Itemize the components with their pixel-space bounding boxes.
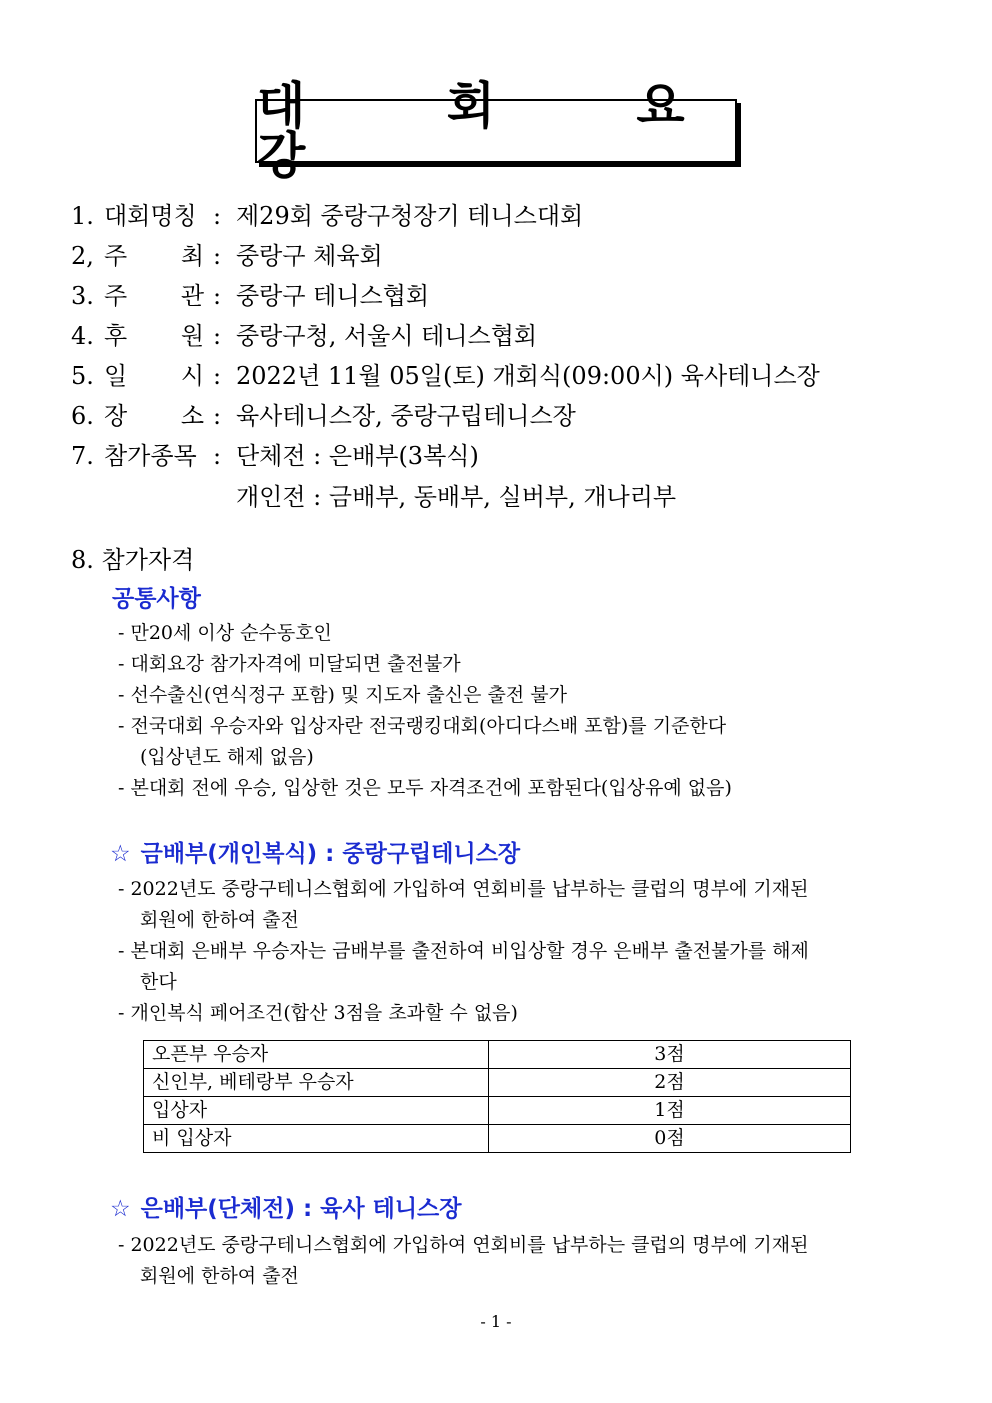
item-label-char: 시	[180, 362, 204, 390]
item-value: 육사테니스장, 중랑구립테니스장	[236, 402, 576, 430]
item-label-char: 최	[180, 242, 204, 270]
table-cell: 1점	[489, 1097, 851, 1125]
gold-division-title: 금배부(개인복식) : 중랑구립테니스장	[140, 841, 521, 867]
item-number: 5.	[71, 362, 94, 390]
item-label: 대회명칭	[104, 202, 197, 230]
common-heading: 공통사항	[112, 586, 201, 612]
table-row	[144, 1097, 851, 1125]
item-value: 2022년 11월 05일(토) 개회식(09:00시) 육사테니스장	[236, 362, 820, 390]
table-cell: 3점	[489, 1041, 851, 1069]
item-value: 중랑구 테니스협회	[236, 282, 430, 310]
document-title-box	[255, 77, 747, 185]
item-label-char: 소	[180, 402, 204, 430]
gold-bullet: - 본대회 은배부 우승자는 금배부를 출전하여 비입상할 경우 은배부 출전불가를 해제	[118, 940, 809, 962]
item-label-char: 관	[180, 282, 204, 310]
item-value: 단체전 : 은배부(3복식)	[236, 442, 479, 470]
item-label	[104, 279, 204, 313]
table-cell: 0점	[489, 1125, 851, 1153]
table-cell: 입상자	[144, 1097, 489, 1125]
gold-bullet: - 2022년도 중랑구테니스협회에 가입하여 연회비를 납부하는 클럽의 명부에 기재된	[118, 878, 809, 900]
item-colon: :	[213, 442, 222, 470]
section-8-heading: 8. 참가자격	[71, 546, 195, 574]
item-colon: :	[213, 362, 222, 390]
item-colon: :	[213, 402, 222, 430]
item-number: 7.	[71, 442, 94, 470]
gold-bullet-continued: 한다	[140, 971, 177, 993]
item-colon: :	[213, 242, 222, 270]
item-label	[104, 359, 204, 393]
silver-division-title: 은배부(단체전) : 육사 테니스장	[140, 1196, 462, 1222]
item-label-char: 주	[104, 242, 128, 270]
star-icon: ☆	[110, 1196, 131, 1222]
item-label	[104, 319, 204, 353]
common-bullet: - 전국대회 우승자와 입상자란 전국랭킹대회(아디다스배 포함)를 기준한다	[118, 715, 727, 737]
common-bullet: - 대회요강 참가자격에 미달되면 출전불가	[118, 653, 461, 675]
table-cell: 비 입상자	[144, 1125, 489, 1153]
item-value: 제29회 중랑구청장기 테니스대회	[236, 202, 584, 230]
item-number: 3.	[71, 282, 94, 310]
document-title: 대 회 요 강	[257, 77, 747, 185]
item-number: 6.	[71, 402, 94, 430]
table-cell: 오픈부 우승자	[144, 1041, 489, 1069]
pair-points-table	[143, 1040, 851, 1153]
common-bullet: - 선수출신(연식정구 포함) 및 지도자 출신은 출전 불가	[118, 684, 567, 706]
table-row	[144, 1041, 851, 1069]
item-label	[104, 399, 204, 433]
item-colon: :	[213, 282, 222, 310]
gold-division-heading	[110, 838, 520, 870]
item-number: 4.	[71, 322, 94, 350]
table-row	[144, 1125, 851, 1153]
item-value: 중랑구 체육회	[236, 242, 383, 270]
item-number: 2,	[71, 242, 94, 270]
table-cell: 2점	[489, 1069, 851, 1097]
item-label-char: 장	[104, 402, 128, 430]
common-bullet-continued: (입상년도 해제 없음)	[140, 746, 314, 768]
item-label	[104, 239, 204, 273]
common-bullet: - 본대회 전에 우승, 입상한 것은 모두 자격조건에 포함된다(입상유예 없음)	[118, 777, 732, 799]
item-value: 중랑구청, 서울시 테니스협회	[236, 322, 538, 350]
item-label: 참가종목	[104, 442, 197, 470]
item-value: 개인전 : 금배부, 동배부, 실버부, 개나리부	[236, 483, 677, 511]
item-label-char: 주	[104, 282, 128, 310]
item-label-char: 원	[180, 322, 204, 350]
table-row	[144, 1069, 851, 1097]
star-icon: ☆	[110, 841, 131, 867]
item-label-char: 후	[104, 322, 128, 350]
silver-division-heading	[110, 1193, 461, 1225]
item-label-char: 일	[104, 362, 128, 390]
silver-bullet: - 2022년도 중랑구테니스협회에 가입하여 연회비를 납부하는 클럽의 명부에 기재된	[118, 1234, 809, 1256]
gold-bullet: - 개인복식 페어조건(합산 3점을 초과할 수 없음)	[118, 1002, 518, 1024]
item-colon: :	[213, 322, 222, 350]
common-bullet: - 만20세 이상 순수동호인	[118, 622, 332, 644]
table-cell: 신인부, 베테랑부 우승자	[144, 1069, 489, 1097]
item-colon: :	[213, 202, 222, 230]
page-number: - 1 -	[480, 1312, 512, 1331]
silver-bullet-continued: 회원에 한하여 출전	[140, 1265, 299, 1287]
gold-bullet-continued: 회원에 한하여 출전	[140, 909, 299, 931]
item-number: 1.	[71, 202, 94, 230]
